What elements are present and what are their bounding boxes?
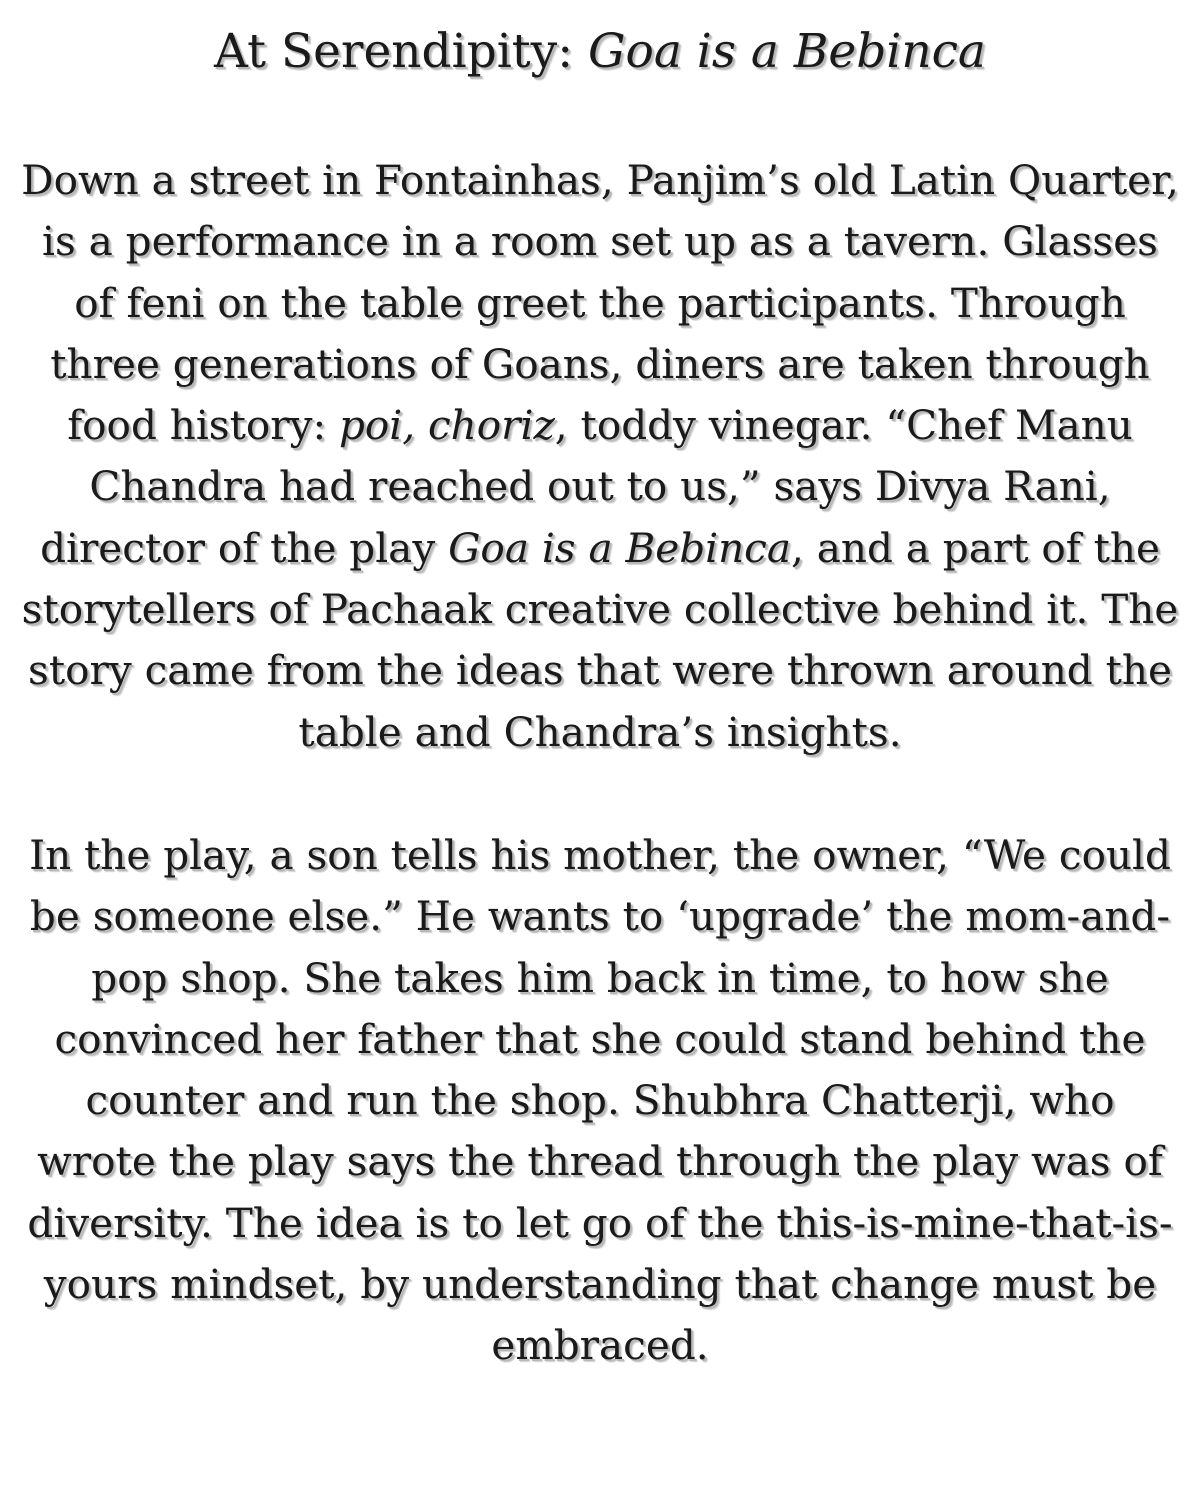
- paragraph-1-play-italic: Goa is a Bebinca: [448, 523, 791, 572]
- title-prefix: At Serendipity:: [214, 24, 588, 79]
- paragraph-1-text-c: , and a part of the storytellers of Pachaak creative collective behind it. The story came from the ideas that were thrown around the table and Chandra’s insights.: [21, 523, 1179, 756]
- paragraph-1-text-b: , toddy vinegar. “Chef Manu Chandra had reached out to us,” says Divya Rani, director of the play: [40, 401, 1133, 572]
- paragraph-2: In the play, a son tells his mother, the owner, “We could be someone else.” He wants to ‘upgrade’ the mom-and-pop shop. She takes him back in time, to how she convinced her father that she could stand behind the counter and run the shop. Shubhra Chatterji, who wrote the play says the thread through the play was of diversity. The idea is to let go of the this-is-mine-that-is-yours mindset, by understanding that change must be embraced.: [27, 830, 1173, 1370]
- title-play-name: Goa is a Bebinca: [588, 24, 986, 79]
- paragraph-1-foods-italic: poi, choriz: [338, 401, 555, 450]
- article-title: [20, 22, 1180, 82]
- paragraph-1-text-a: Down a street in Fontainhas, Panjim’s old Latin Quarter, is a performance in a room set up as a tavern. Glasses of feni on the table greet the participants. Through three generations of Goans, diners are taken through food history:: [21, 156, 1179, 450]
- paragraph-1: [20, 150, 1180, 763]
